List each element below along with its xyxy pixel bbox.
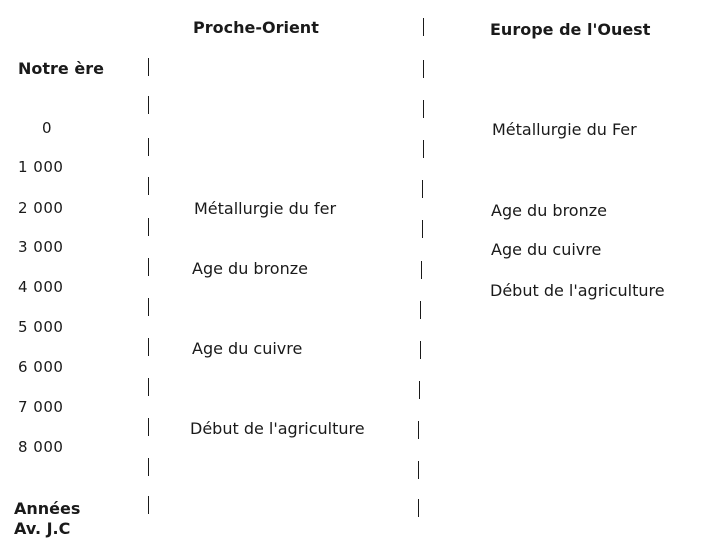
event-proche-orient-bronze: Age du bronze (192, 259, 308, 278)
divider-segment-right (422, 180, 423, 198)
divider-segment-left (148, 96, 149, 114)
year-label: 8 000 (18, 438, 64, 456)
divider-segment-right (423, 60, 424, 78)
divider-segment-right (421, 261, 422, 279)
divider-segment-right (423, 140, 424, 158)
divider-segment-left (148, 496, 149, 514)
year-label: 0 (42, 119, 53, 137)
divider-segment-right (423, 18, 424, 36)
year-label: 6 000 (18, 358, 64, 376)
divider-segment-left (148, 378, 149, 396)
divider-segment-left (148, 258, 149, 276)
year-label: 7 000 (18, 398, 64, 416)
divider-segment-left (148, 338, 149, 356)
divider-segment-left (148, 138, 149, 156)
event-europe-fer: Métallurgie du Fer (492, 120, 637, 139)
divider-segment-right (418, 499, 419, 517)
divider-segment-left (148, 418, 149, 436)
divider-segment-left (148, 177, 149, 195)
divider-segment-right (420, 301, 421, 319)
divider-segment-left (148, 298, 149, 316)
event-europe-cuivre: Age du cuivre (491, 240, 602, 259)
event-proche-orient-agriculture: Début de l'agriculture (190, 419, 365, 438)
label-annees: Années (14, 499, 81, 518)
event-proche-orient-cuivre: Age du cuivre (192, 339, 303, 358)
event-europe-bronze: Age du bronze (491, 201, 607, 220)
label-av-jc: Av. J.C (14, 519, 71, 538)
divider-segment-left (148, 458, 149, 476)
year-label: 1 000 (18, 158, 64, 176)
divider-segment-left (148, 218, 149, 236)
year-label: 4 000 (18, 278, 64, 296)
event-europe-agriculture: Début de l'agriculture (490, 281, 665, 300)
divider-segment-right (423, 100, 424, 118)
divider-segment-right (420, 341, 421, 359)
event-proche-orient-fer: Métallurgie du fer (194, 199, 337, 218)
header-proche-orient: Proche-Orient (193, 18, 319, 37)
year-label: 2 000 (18, 199, 64, 217)
divider-segment-right (422, 220, 423, 238)
label-notre-ere: Notre ère (18, 59, 104, 78)
divider-segment-right (418, 461, 419, 479)
divider-segment-left (148, 58, 149, 76)
divider-segment-right (419, 381, 420, 399)
header-europe-ouest: Europe de l'Ouest (490, 20, 651, 39)
year-label: 3 000 (18, 238, 64, 256)
divider-segment-right (418, 421, 419, 439)
year-label: 5 000 (18, 318, 64, 336)
